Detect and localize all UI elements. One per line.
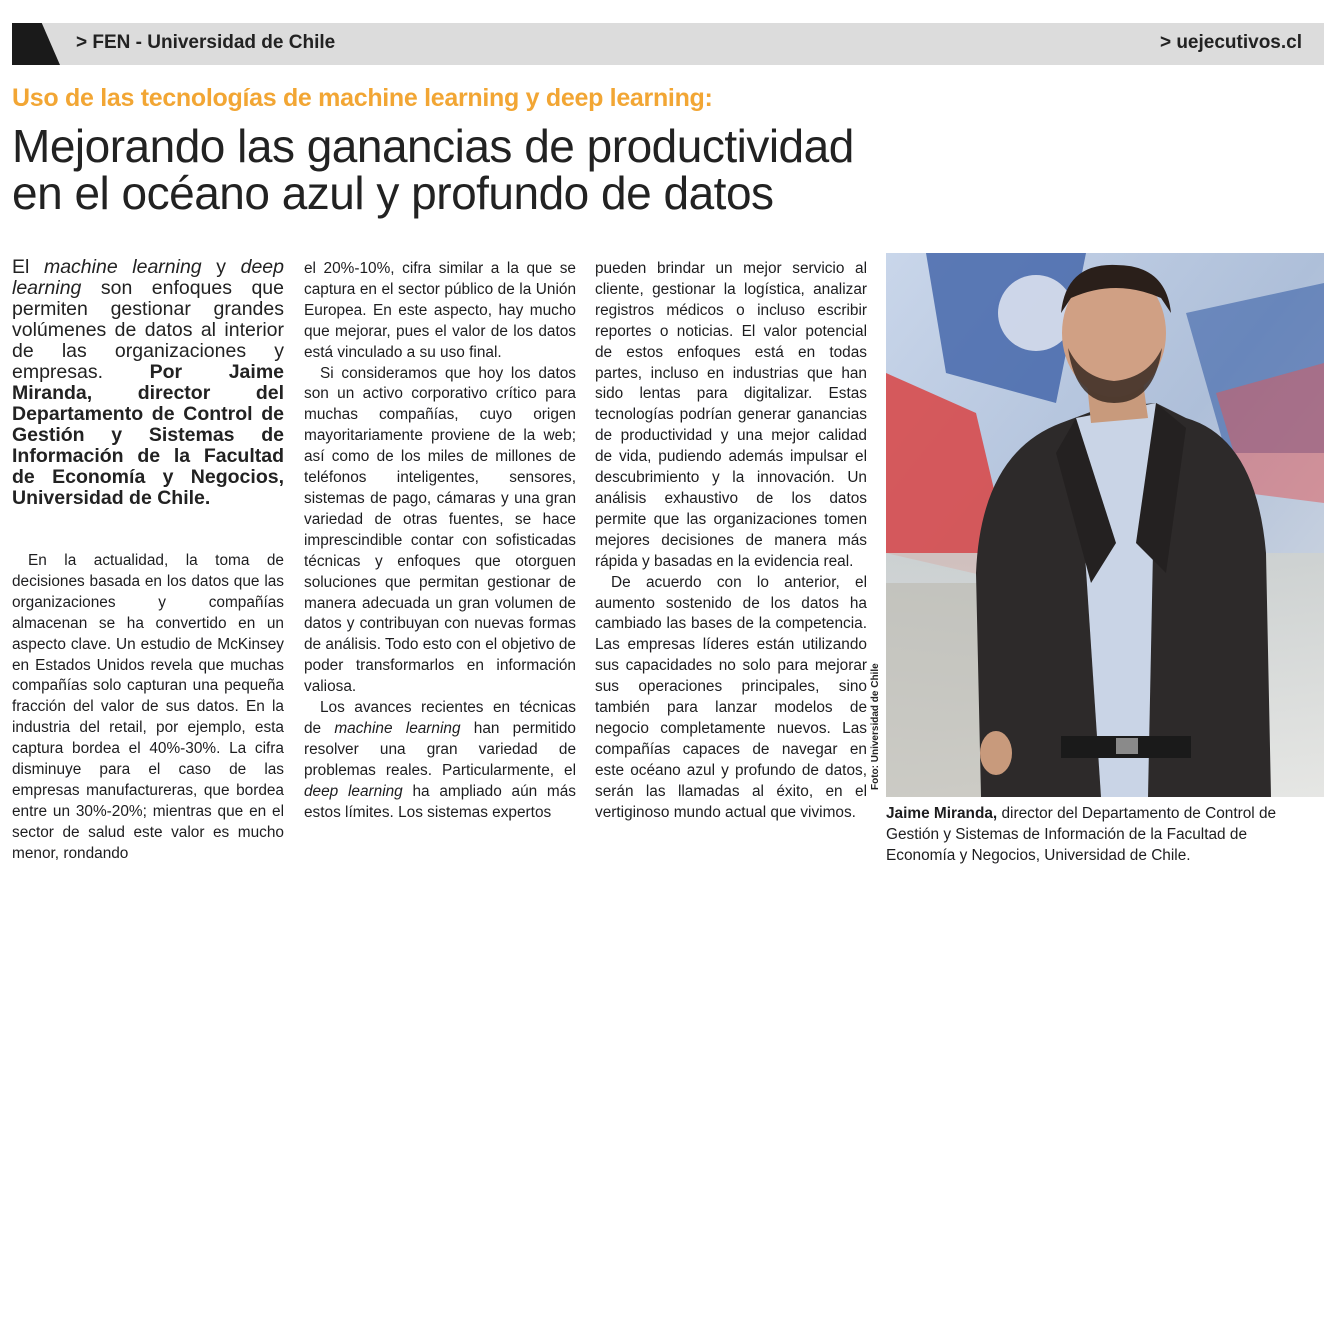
header-black-tab	[12, 23, 60, 65]
body-paragraph: el 20%-10%, cifra similar a la que se captura en el sector público de la Unión Europea. En este aspecto, hay mucho que mejorar, pues el valor de los datos está vinculado a su uso final.	[304, 260, 576, 361]
article-column-3	[595, 259, 867, 823]
photo-caption	[886, 803, 1316, 866]
article-headline	[12, 120, 1012, 219]
section-header-bar	[12, 23, 1324, 65]
caption-text: director del Departamento de Control de Gestión y Sistemas de Información de la Facultad de Economía y Negocios, Universidad de Chile.	[886, 805, 1277, 864]
body-paragraph	[304, 698, 576, 823]
author-photo	[886, 253, 1324, 797]
lead-text-1: El	[12, 256, 44, 278]
body-paragraph: Si consideramos que hoy los datos son un activo corporativo crítico para muchas compañías, cuyo origen mayoritariamente proviene de la web; así como de los miles de millones de teléfonos inteligentes, sensores, sistemas de pago, cámaras y una gran variedad de otras fuentes, se hace imprescindible contar con sofisticadas técnicas y enfoques que otorguen soluciones que permitan gestionar de manera adecuada un gran volumen de datos y contribuyan con nuevas formas de análisis. Todo esto con el objetivo de poder transformarlos en información valiosa.	[304, 364, 576, 696]
body-italic: machine learning	[334, 719, 461, 737]
headline-line-1: Mejorando las ganancias de productividad	[12, 120, 854, 172]
body-paragraph: De acuerdo con lo anterior, el aumento sostenido de los datos ha cambiado las bases de la competencia. Las empresas líderes están utilizando sus capacidades no solo para mejorar sus operaciones principales, sino también para lanzar modelos de negocio completamente nuevos. Las compañías capaces de navegar en este océano azul y profundo de datos, serán las llamadas al éxito, en el vertiginoso mundo actual que vivimos.	[595, 573, 867, 821]
site-label: > uejecutivos.cl	[1159, 32, 1302, 53]
article-byline: Por Jaime Miranda, director del Departamento de Control de Gestión y Sistemas de Información de la Facultad de Economía y Negocios, Universidad de Chile.	[12, 361, 285, 509]
article-kicker: Uso de las tecnologías de machine learning y deep learning:	[12, 84, 713, 112]
body-paragraph: pueden brindar un mejor servicio al cliente, gestionar la logística, analizar registros médicos o incluso escribir reportes o noticias. El valor potencial de estos enfoques está en todas partes, incluso en industrias que han sido lentas para digitalizar. Estas tecnologías podrían generar ganancias de productividad y una mejor calidad de vida, pudiendo además impulsar el descubrimiento y la innovación. Un análisis exhaustivo de los datos permite que las organizaciones tomen mejores decisiones de manera más rápida y basadas en la evidencia real.	[595, 260, 867, 570]
lead-text-2: y	[201, 256, 241, 278]
body-italic: deep learning	[304, 782, 403, 800]
body-paragraph: En la actualidad, la toma de decisiones basada en los datos que las organizaciones y compañías almacenan se ha convertido en un aspecto clave. Un estudio de McKinsey en Estados Unidos revela que muchas compañías solo capturan una pequeña fracción del valor de sus datos. En la industria del retail, por ejemplo, esta captura bordea el 40%-30%. La cifra disminuye para el caso de las empresas manufactureras, que bordea entre un 30%-20%; mientras que en el sector de salud este valor es mucho menor, rondando	[12, 552, 284, 862]
article-column-2	[304, 259, 576, 823]
headline-line-2: en el océano azul y profundo de datos	[12, 167, 774, 219]
body-text: ha ampliado aún más estos límites. Los sistemas expertos	[304, 782, 576, 821]
article-lead	[12, 257, 284, 509]
section-label: > FEN - Universidad de Chile	[76, 32, 336, 53]
body-text: han permitido resolver una gran variedad de problemas reales. Particularmente, el	[304, 719, 576, 779]
article-column-1	[12, 257, 284, 865]
photo-credit: Foto: Universidad de Chile	[870, 663, 881, 790]
caption-name: Jaime Miranda,	[886, 805, 998, 822]
lead-text-3: son enfoques que permiten gestionar grandes volúmenes de datos al interior de las organizaciones y empresas.	[12, 277, 284, 383]
lead-italic-2: deep learning	[12, 256, 284, 299]
body-text: Los avances recientes en técnicas de	[304, 699, 576, 737]
lead-italic-1: machine learning	[43, 256, 202, 278]
